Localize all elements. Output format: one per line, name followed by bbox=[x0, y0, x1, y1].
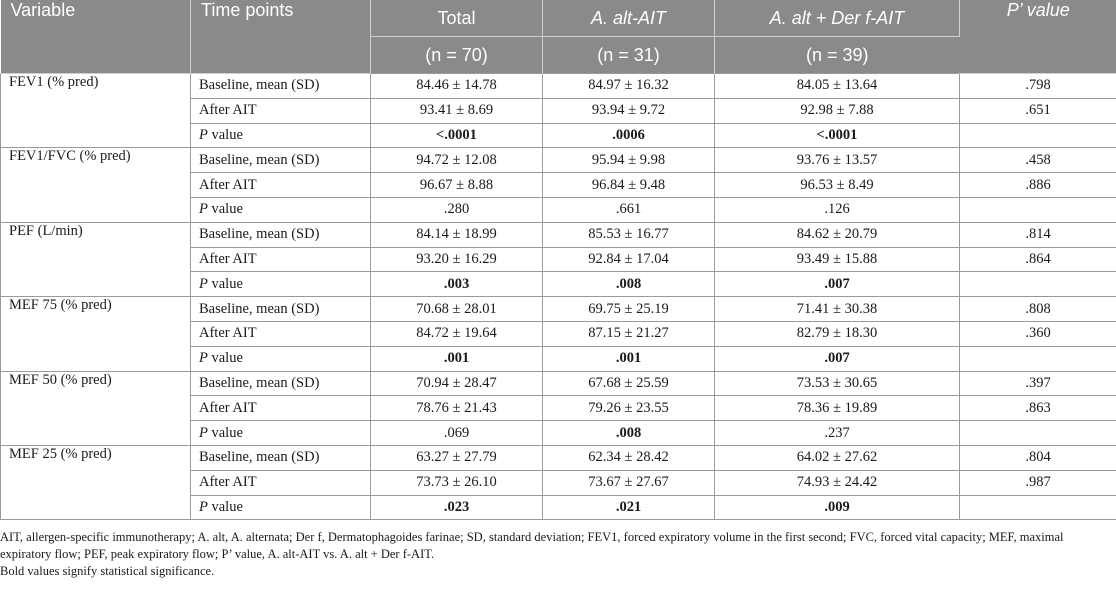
time-point-label: After AIT bbox=[191, 98, 371, 123]
header-time-points: Time points bbox=[191, 0, 371, 74]
cell-g1: 87.15 ± 21.27 bbox=[543, 321, 715, 346]
cell-total: 84.46 ± 14.78 bbox=[371, 74, 543, 99]
table-row bbox=[1, 297, 1116, 322]
cell-total: 84.14 ± 18.99 bbox=[371, 222, 543, 247]
time-point-label: P value bbox=[191, 346, 371, 371]
time-point-label: P value bbox=[191, 123, 371, 148]
cell-p-prime: .814 bbox=[960, 222, 1116, 247]
cell-g2: 73.53 ± 30.65 bbox=[715, 371, 960, 396]
cell-g2: 93.76 ± 13.57 bbox=[715, 148, 960, 173]
cell-g2: 82.79 ± 18.30 bbox=[715, 321, 960, 346]
cell-p-prime: .987 bbox=[960, 470, 1116, 495]
table-body bbox=[1, 74, 1116, 520]
cell-total: .280 bbox=[371, 197, 543, 222]
variable-name: MEF 50 (% pred) bbox=[1, 371, 191, 445]
time-point-label: Baseline, mean (SD) bbox=[191, 297, 371, 322]
cell-total: <.0001 bbox=[371, 123, 543, 148]
cell-g2: 92.98 ± 7.88 bbox=[715, 98, 960, 123]
variable-name: FEV1/FVC (% pred) bbox=[1, 148, 191, 222]
footnote-abbreviations: AIT, allergen-specific immunotherapy; A. alt, A. alternata; Der f, Dermatophagoides farinae; SD, standard deviation; FEV1, forced expiratory volume in the first second; FVC, forced vital capacity; MEF, maximal expiratory flow; PEF, peak expiratory flow; P’ value, A. alt-AIT vs. A. alt + Der f-AIT. bbox=[0, 530, 1064, 561]
time-point-label: P value bbox=[191, 421, 371, 446]
cell-g1: .008 bbox=[543, 272, 715, 297]
header-p-prime: P’ value bbox=[960, 0, 1116, 74]
cell-g2: 93.49 ± 15.88 bbox=[715, 247, 960, 272]
cell-total: 63.27 ± 27.79 bbox=[371, 445, 543, 470]
table-footnote bbox=[0, 529, 1116, 580]
cell-p-prime: .458 bbox=[960, 148, 1116, 173]
time-point-label: Baseline, mean (SD) bbox=[191, 74, 371, 99]
cell-p-prime bbox=[960, 197, 1116, 222]
cell-g2: <.0001 bbox=[715, 123, 960, 148]
cell-g2: .009 bbox=[715, 495, 960, 520]
cell-g2: 74.93 ± 24.42 bbox=[715, 470, 960, 495]
cell-g1: 96.84 ± 9.48 bbox=[543, 173, 715, 198]
variable-name: MEF 75 (% pred) bbox=[1, 297, 191, 371]
cell-total: 84.72 ± 19.64 bbox=[371, 321, 543, 346]
cell-p-prime: .651 bbox=[960, 98, 1116, 123]
header-group2-n: (n = 39) bbox=[715, 37, 960, 74]
header-group1-n: (n = 31) bbox=[543, 37, 715, 74]
cell-p-prime: .360 bbox=[960, 321, 1116, 346]
time-point-label: After AIT bbox=[191, 247, 371, 272]
cell-g1: .008 bbox=[543, 421, 715, 446]
time-point-label: After AIT bbox=[191, 470, 371, 495]
variable-name: MEF 25 (% pred) bbox=[1, 445, 191, 519]
footnote-bold-note: Bold values signify statistical significance. bbox=[0, 564, 215, 578]
header-variable: Variable bbox=[1, 0, 191, 74]
table-row bbox=[1, 148, 1116, 173]
cell-g1: .001 bbox=[543, 346, 715, 371]
cell-total: 78.76 ± 21.43 bbox=[371, 396, 543, 421]
cell-p-prime: .863 bbox=[960, 396, 1116, 421]
cell-g2: 71.41 ± 30.38 bbox=[715, 297, 960, 322]
header-row bbox=[1, 0, 1116, 37]
cell-p-prime: .864 bbox=[960, 247, 1116, 272]
time-point-label: Baseline, mean (SD) bbox=[191, 148, 371, 173]
cell-g1: 92.84 ± 17.04 bbox=[543, 247, 715, 272]
time-point-label: P value bbox=[191, 495, 371, 520]
cell-p-prime: .397 bbox=[960, 371, 1116, 396]
cell-g2: 84.62 ± 20.79 bbox=[715, 222, 960, 247]
header-group1: A. alt-AIT bbox=[543, 0, 715, 37]
time-point-label: After AIT bbox=[191, 173, 371, 198]
cell-g2: 64.02 ± 27.62 bbox=[715, 445, 960, 470]
cell-total: .003 bbox=[371, 272, 543, 297]
cell-p-prime: .808 bbox=[960, 297, 1116, 322]
cell-g1: 62.34 ± 28.42 bbox=[543, 445, 715, 470]
time-point-label: Baseline, mean (SD) bbox=[191, 222, 371, 247]
cell-g1: .0006 bbox=[543, 123, 715, 148]
time-point-label: P value bbox=[191, 272, 371, 297]
cell-g1: 69.75 ± 25.19 bbox=[543, 297, 715, 322]
header-total-n: (n = 70) bbox=[371, 37, 543, 74]
cell-g1: .661 bbox=[543, 197, 715, 222]
cell-total: 73.73 ± 26.10 bbox=[371, 470, 543, 495]
table-row bbox=[1, 74, 1116, 99]
cell-total: 93.20 ± 16.29 bbox=[371, 247, 543, 272]
cell-p-prime: .798 bbox=[960, 74, 1116, 99]
variable-name: FEV1 (% pred) bbox=[1, 74, 191, 148]
cell-p-prime bbox=[960, 346, 1116, 371]
cell-g1: 95.94 ± 9.98 bbox=[543, 148, 715, 173]
cell-total: 93.41 ± 8.69 bbox=[371, 98, 543, 123]
header-total: Total bbox=[371, 0, 543, 37]
cell-g2: .007 bbox=[715, 272, 960, 297]
cell-g1: 93.94 ± 9.72 bbox=[543, 98, 715, 123]
cell-total: 70.94 ± 28.47 bbox=[371, 371, 543, 396]
header-group2: A. alt + Der f-AIT bbox=[715, 0, 960, 37]
variable-name: PEF (L/min) bbox=[1, 222, 191, 296]
table-row bbox=[1, 222, 1116, 247]
time-point-label: Baseline, mean (SD) bbox=[191, 445, 371, 470]
time-point-label: After AIT bbox=[191, 321, 371, 346]
cell-g1: 85.53 ± 16.77 bbox=[543, 222, 715, 247]
cell-p-prime bbox=[960, 272, 1116, 297]
cell-total: .069 bbox=[371, 421, 543, 446]
cell-total: .001 bbox=[371, 346, 543, 371]
cell-g2: 96.53 ± 8.49 bbox=[715, 173, 960, 198]
time-point-label: After AIT bbox=[191, 396, 371, 421]
cell-p-prime bbox=[960, 123, 1116, 148]
table-row bbox=[1, 371, 1116, 396]
cell-p-prime: .886 bbox=[960, 173, 1116, 198]
cell-g2: 84.05 ± 13.64 bbox=[715, 74, 960, 99]
cell-total: 96.67 ± 8.88 bbox=[371, 173, 543, 198]
cell-g1: 67.68 ± 25.59 bbox=[543, 371, 715, 396]
cell-g2: 78.36 ± 19.89 bbox=[715, 396, 960, 421]
cell-g2: .126 bbox=[715, 197, 960, 222]
cell-g2: .237 bbox=[715, 421, 960, 446]
cell-g2: .007 bbox=[715, 346, 960, 371]
cell-total: 94.72 ± 12.08 bbox=[371, 148, 543, 173]
cell-p-prime bbox=[960, 495, 1116, 520]
cell-total: .023 bbox=[371, 495, 543, 520]
cell-g1: 73.67 ± 27.67 bbox=[543, 470, 715, 495]
cell-p-prime: .804 bbox=[960, 445, 1116, 470]
cell-g1: 84.97 ± 16.32 bbox=[543, 74, 715, 99]
time-point-label: P value bbox=[191, 197, 371, 222]
cell-p-prime bbox=[960, 421, 1116, 446]
cell-g1: 79.26 ± 23.55 bbox=[543, 396, 715, 421]
time-point-label: Baseline, mean (SD) bbox=[191, 371, 371, 396]
cell-total: 70.68 ± 28.01 bbox=[371, 297, 543, 322]
cell-g1: .021 bbox=[543, 495, 715, 520]
table-row bbox=[1, 445, 1116, 470]
